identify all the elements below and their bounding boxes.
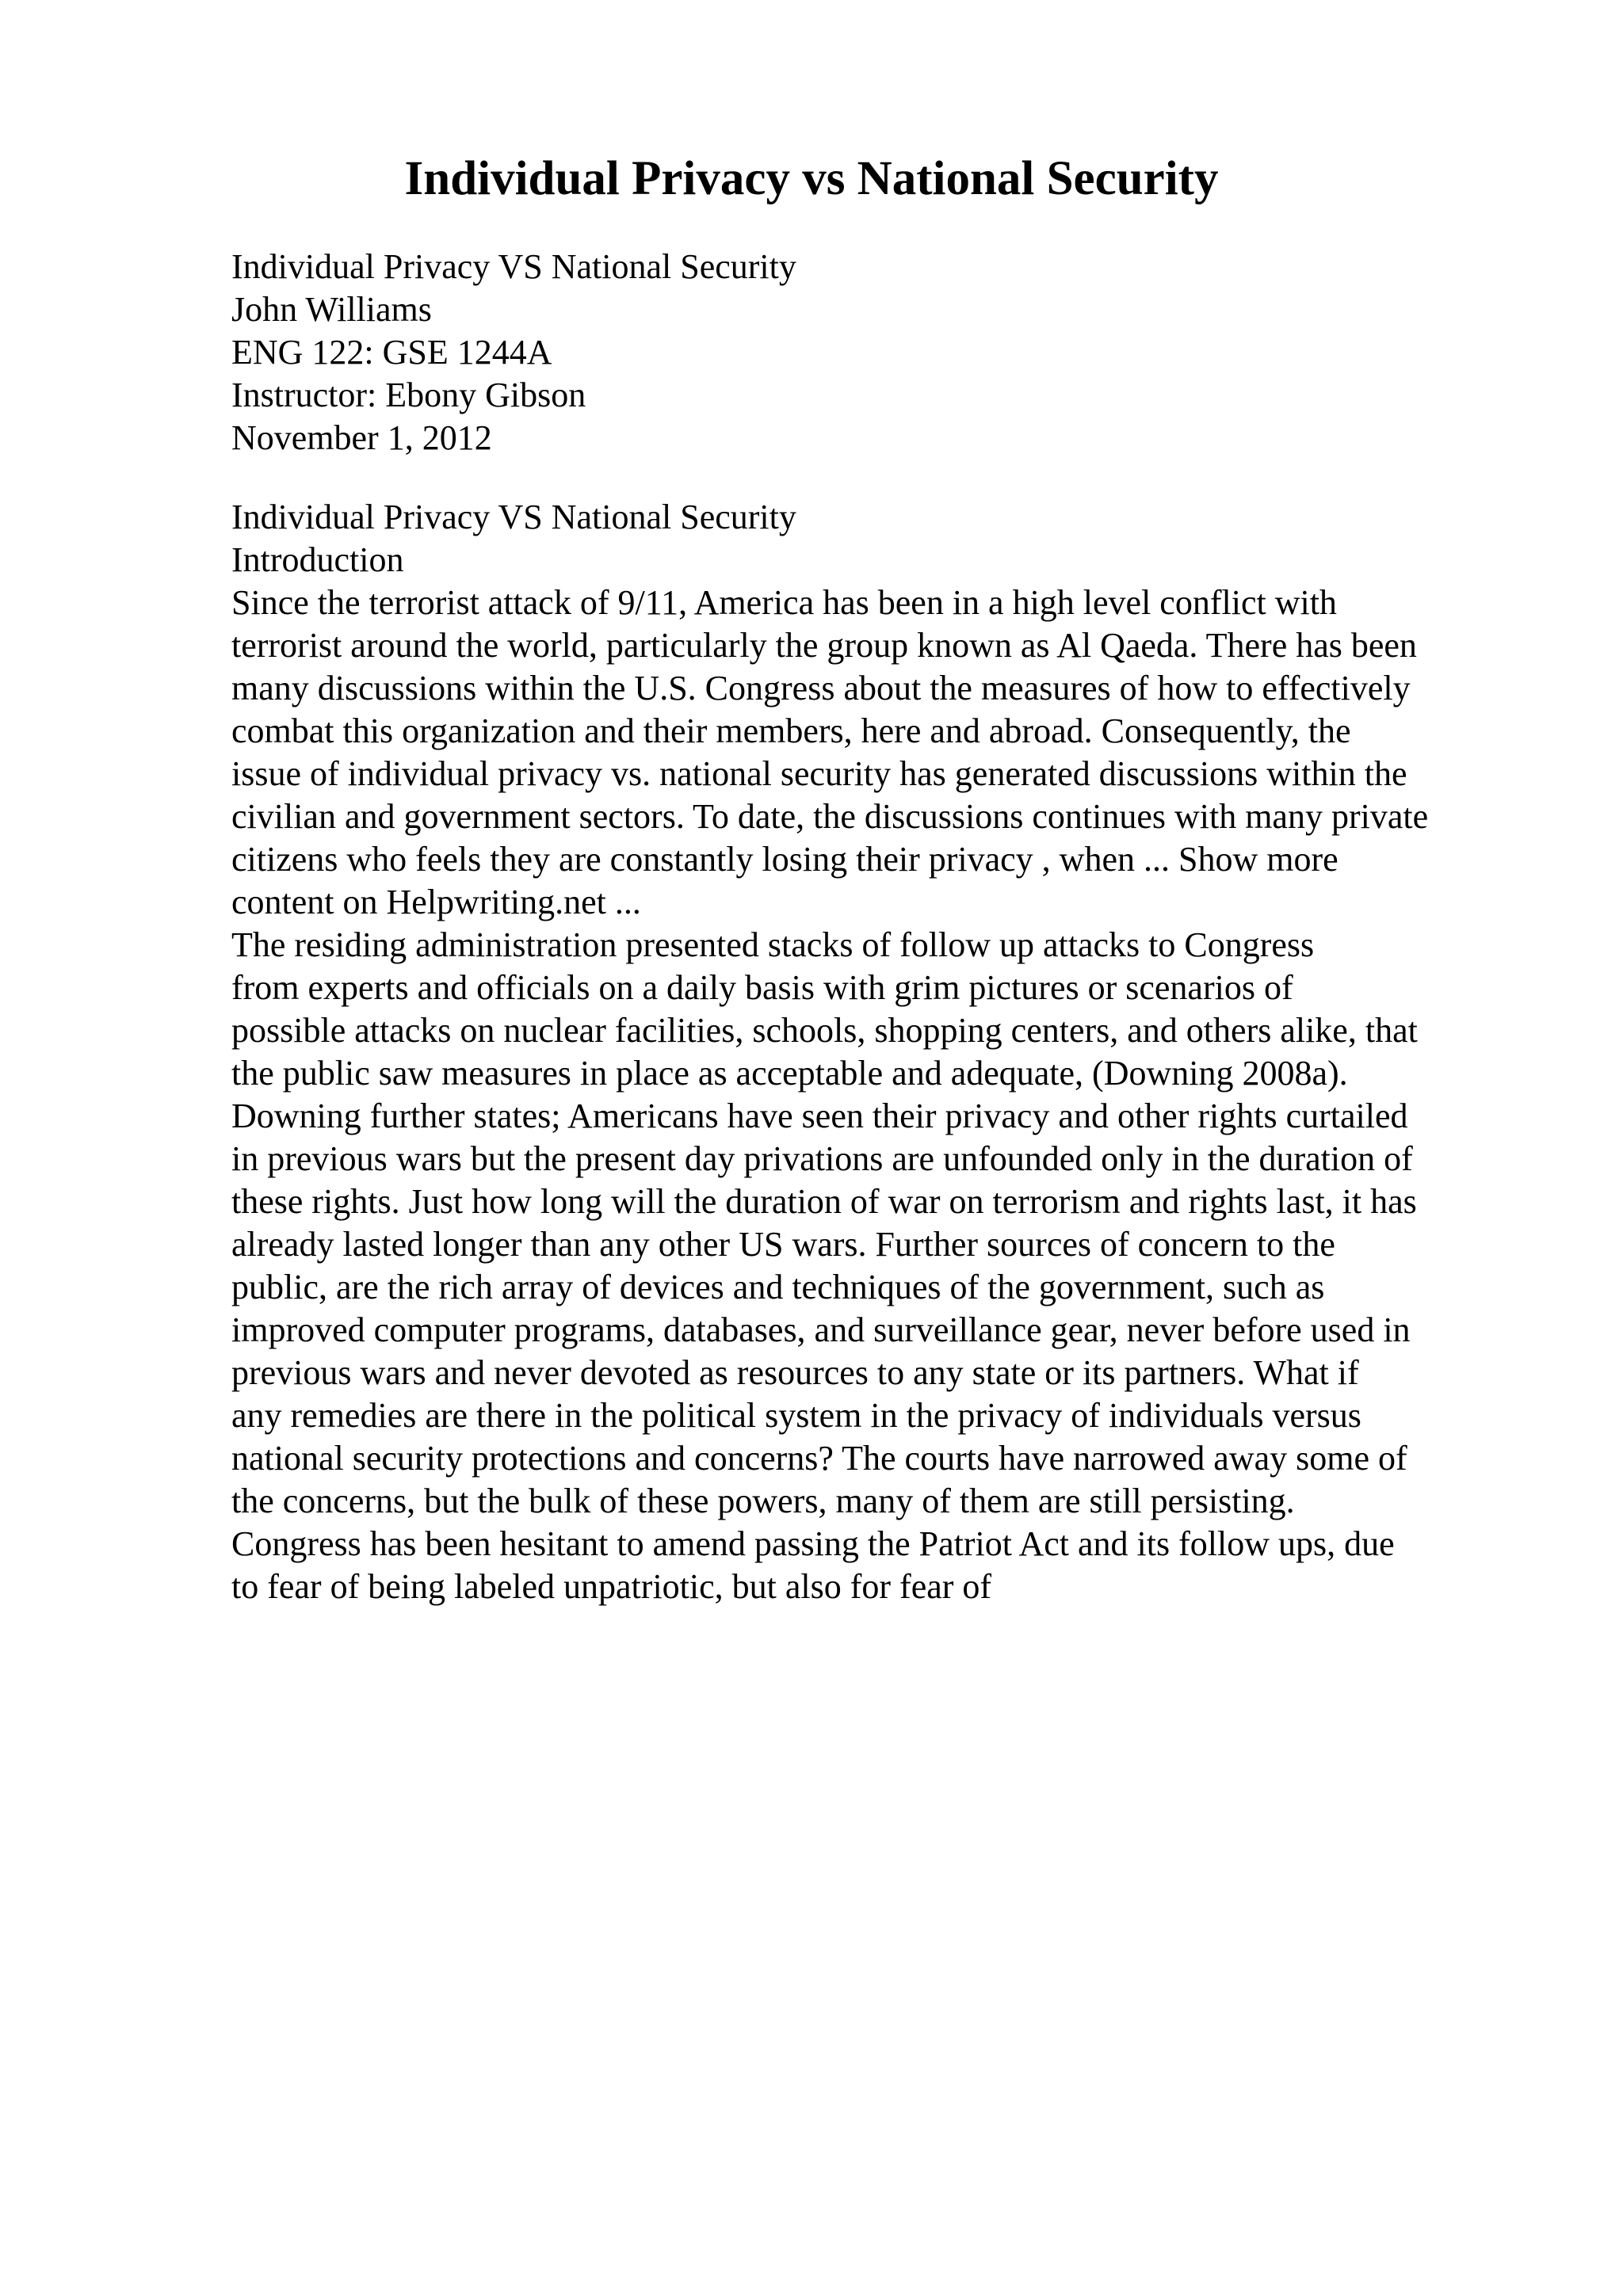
paragraph-line: civilian and government sectors. To date, the discussions continues with many private [231,797,1429,836]
paragraph-line: previous wars and never devoted as resources to any state or its partners. What if [231,1353,1359,1392]
paragraph-line: improved computer programs, databases, and surveillance gear, never before used in [231,1310,1411,1349]
paragraph-1 [231,582,1594,924]
paragraph-line: in previous wars but the present day privations are unfounded only in the duration of [231,1139,1413,1178]
paragraph-line: citizens who feels they are constantly losing their privacy , when ... Show more [231,840,1338,879]
paragraph-2 [231,924,1594,1608]
paragraph-line: many discussions within the U.S. Congress about the measures of how to effectively [231,669,1411,707]
header-date: November 1, 2012 [231,418,492,457]
paragraph-line: Since the terrorist attack of 9/11, America has been in a high level conflict with [231,583,1337,622]
section-title: Individual Privacy VS National Security [231,498,796,536]
paragraph-line: public, are the rich array of devices and techniques of the government, such as [231,1268,1325,1306]
paragraph-line: any remedies are there in the political system in the privacy of individuals versus [231,1396,1361,1435]
header-course: ENG 122: GSE 1244A [231,333,552,372]
paragraph-line: the public saw measures in place as acceptable and adequate, (Downing 2008a). [231,1054,1348,1093]
paragraph-line: content on Helpwriting.net ... [231,883,641,921]
paragraph-line: combat this organization and their members, here and abroad. Consequently, the [231,711,1351,750]
paragraph-line: already lasted longer than any other US wars. Further sources of concern to the [231,1225,1335,1264]
document-title: Individual Privacy vs National Security [404,152,1219,205]
paragraph-line: from experts and officials on a daily basis with grim pictures or scenarios of [231,968,1293,1007]
header-instructor: Instructor: Ebony Gibson [231,376,586,414]
paragraph-line: terrorist around the world, particularly the group known as Al Qaeda. There has been [231,626,1417,665]
document-body [231,246,1594,1608]
spacer [231,460,1594,496]
paragraph-line: national security protections and concerns? The courts have narrowed away some of [231,1439,1407,1478]
paragraph-line: Downing further states; Americans have seen their privacy and other rights curtailed [231,1097,1408,1135]
paragraph-line: possible attacks on nuclear facilities, schools, shopping centers, and others alike, that [231,1011,1418,1050]
paragraph-line: the concerns, but the bulk of these powers, many of them are still persisting. [231,1482,1295,1520]
paragraph-line: The residing administration presented stacks of follow up attacks to Congress [231,925,1315,964]
header-essay-title: Individual Privacy VS National Security [231,247,796,286]
header-block [231,246,1594,460]
paragraph-line: Congress has been hesitant to amend passing the Patriot Act and its follow ups, due [231,1524,1395,1563]
header-author: John Williams [231,290,432,329]
paragraph-line: issue of individual privacy vs. national security has generated discussions within the [231,754,1407,793]
section-heading: Introduction [231,540,404,579]
paragraph-line: these rights. Just how long will the duration of war on terrorism and rights last, it has [231,1182,1417,1221]
paragraph-line: to fear of being labeled unpatriotic, but also for fear of [231,1567,992,1606]
